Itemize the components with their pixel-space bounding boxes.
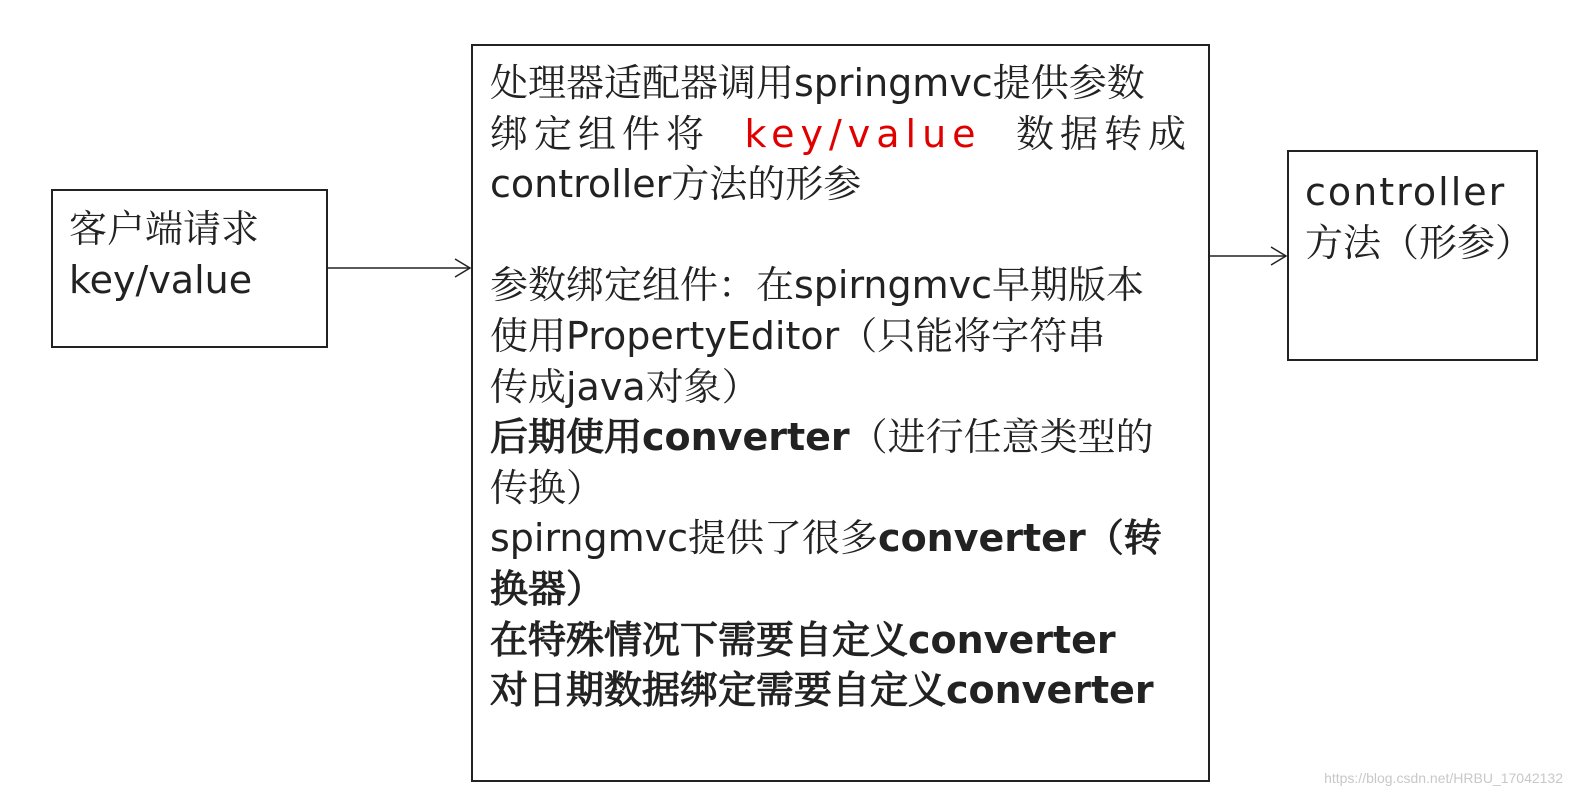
adapter-text-line: 对日期数据绑定需要自定义converter — [490, 668, 1154, 713]
controller-params-label: 方法（形参） — [1305, 220, 1534, 265]
adapter-text-segment: spirngmvc提供了很多 — [490, 516, 879, 561]
arrow-client-to-adapter — [328, 259, 470, 277]
adapter-text-line: 传换） — [490, 465, 605, 510]
adapter-text-line: 使用PropertyEditor（只能将字符串 — [490, 313, 1106, 358]
adapter-text-segment: （进行任意类型的 — [849, 415, 1154, 460]
bold-text-segment: 后期使用converter — [490, 415, 850, 460]
controller-label: controller — [1305, 170, 1507, 214]
client-request-label: 客户端请求 — [69, 207, 260, 251]
client-key-value-label: key/value — [69, 257, 253, 302]
bold-text-segment: converter（转 — [878, 516, 1162, 561]
adapter-text-line: controller方法的形参 — [490, 162, 862, 207]
adapter-text-line: 传成java对象） — [490, 364, 760, 409]
adapter-text-line: 换器） — [490, 566, 605, 611]
adapter-text-segment: 绑定组件将 — [490, 111, 711, 156]
key-value-highlight: key/value — [744, 111, 982, 156]
adapter-text-line: 在特殊情况下需要自定义converter — [490, 617, 1116, 662]
watermark: https://blog.csdn.net/HRBU_17042132 — [1324, 770, 1563, 786]
adapter-text-line: 参数绑定组件：在spirngmvc早期版本 — [490, 263, 1145, 308]
arrow-adapter-to-controller — [1210, 247, 1286, 265]
adapter-text-segment: 数据转成 — [1015, 111, 1192, 156]
adapter-text-line: 处理器适配器调用springmvc提供参数 — [490, 61, 1145, 105]
